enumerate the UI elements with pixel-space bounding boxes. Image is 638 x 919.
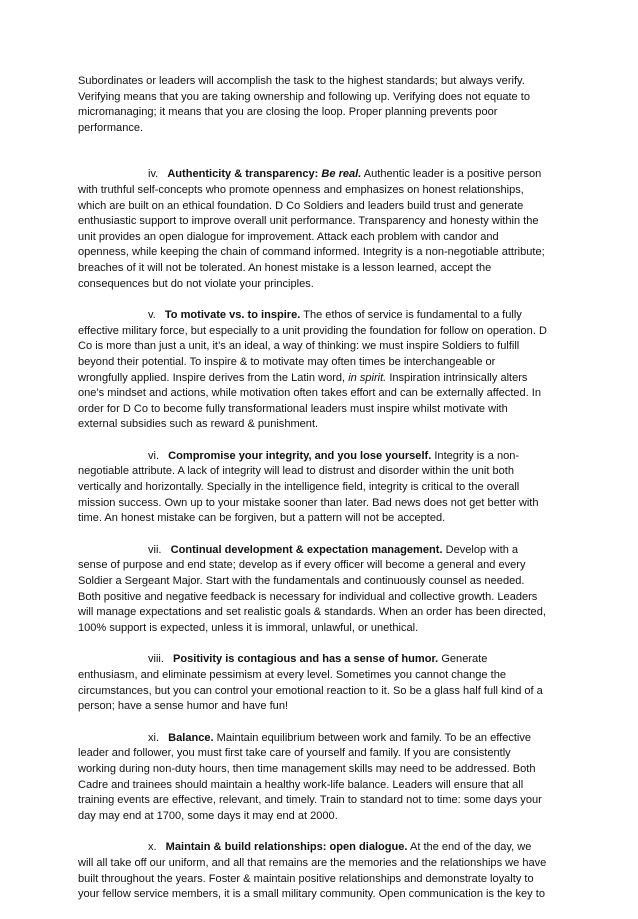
section-emphasis: Be real.	[321, 168, 362, 181]
text-line: which are built on an ethical foundation. D Co Soldiers and leaders build trust and generate	[78, 199, 524, 212]
text-line: openness, while keeping the chain of command informed. Integrity is a non-negotiable attribute;	[78, 246, 545, 259]
section-heading: Compromise your integrity, and you lose yourself.	[168, 449, 432, 462]
text-line: unit provides an open dialogue for improvement. Attack each problem with candor and	[78, 230, 499, 243]
section-v	[78, 308, 564, 433]
text-line: Soldier a Sergeant Major. Start with the fundamentals and continuously counsel as needed.	[78, 575, 525, 588]
section-first-line	[78, 543, 564, 559]
section-number: viii.	[148, 653, 164, 666]
section-vii	[78, 543, 564, 637]
section-first-line	[78, 652, 564, 668]
text-line: day may end at 1700, some days it may end at 2000.	[78, 809, 338, 822]
section-text: Authentic leader is a positive person	[363, 168, 542, 181]
section-heading: Maintain & build relationships: open dialogue.	[165, 841, 408, 854]
text-line: enthusiasm, and eliminate pessimism at every level. Sometimes you cannot change the	[78, 669, 506, 681]
section-first-line	[78, 840, 564, 856]
text-line: Subordinates or leaders will accomplish the task to the highest standards; but always verify.	[78, 75, 525, 87]
section-x	[78, 840, 564, 902]
text-line: consequences but do not violate your principles.	[78, 277, 314, 290]
text-line: breaches of it will not be tolerated. An honest mistake is a lesson learned, accept the	[78, 261, 492, 274]
text-segment: wrongfully applied. Inspire derives from the Latin word,	[78, 371, 346, 384]
section-heading: To motivate vs. to inspire.	[164, 309, 301, 322]
text-line: built throughout the years. Foster & maintain positive relationships and demonstrate loyalty to	[78, 872, 534, 885]
section-heading: Positivity is contagious and has a sense of humor.	[173, 653, 439, 666]
section-number: vi.	[148, 449, 160, 462]
text-line: effective military force, but especially to a unit providing the foundation for follow on operation. D	[78, 324, 547, 337]
text-line: one’s mindset and actions, while motivation often takes effort and can be externally affected. In	[78, 387, 542, 400]
section-first-line	[78, 308, 564, 324]
section-first-line	[78, 449, 564, 465]
text-line: with truthful self-concepts who promote openness and emphasizes on honest relationships,	[78, 183, 524, 196]
section-text: Maintain equilibrium between work and family. To be an effective	[213, 731, 532, 744]
text-line: performance.	[78, 121, 144, 134]
section-number: vii.	[148, 543, 162, 556]
section-number: iv.	[148, 168, 159, 181]
section-heading: Authenticity & transparency:	[167, 168, 319, 181]
text-line: your fellow service members, it is a small military community. Open communication is the key to	[78, 888, 545, 901]
text-line: leader and follower, you must first take care of yourself and family. If you are consistently	[78, 747, 511, 760]
text-line: micromanaging; it means that you are closing the loop. Proper planning prevents poor	[78, 106, 498, 119]
section-number: x.	[148, 841, 157, 854]
section-heading: Continual development & expectation management.	[170, 543, 443, 556]
section-text: Develop with a	[445, 543, 519, 556]
text-line: Verifying means that you are taking ownership and following up. Verifying does not equate to	[78, 90, 530, 103]
text-line: working during non-duty hours, then time management skills may need to be addressed. Both	[78, 762, 536, 775]
section-iv	[78, 167, 564, 292]
text-line: 100% support is expected, unless it is immoral, unlawful, or unethical.	[78, 621, 419, 634]
text-line: vertically and horizontally. Specially in the intelligence field, integrity is critical to the overall	[78, 481, 520, 494]
section-viii	[78, 652, 564, 714]
text-line: Both positive and negative feedback is necessary for individual and collective growth. Leaders	[78, 590, 538, 603]
section-vi	[78, 449, 564, 527]
text-line: will all take off our uniform, and all that remains are the memories and the relationships we have	[78, 856, 547, 869]
text-segment: Inspiration intrinsically alters	[386, 371, 528, 384]
text-line: order for D Co to become fully transformational leaders must inspire whilst motivate with	[78, 402, 508, 415]
text-line: mission success. Own up to your mistake sooner than later. Bad news does not get better with	[78, 496, 539, 509]
text-line: training events are effective, relevant, and timely. Train to standard not to time: some days your	[78, 794, 542, 807]
text-line: Co is more than just a unit, it’s an ideal, a way of thinking: we must inspire Soldiers to fulfill	[78, 340, 520, 353]
section-heading: Balance.	[168, 731, 214, 744]
section-number: xi.	[148, 731, 160, 744]
text-line: will manage expectations and set realistic goals & standards. When an order has been directed,	[78, 606, 546, 619]
text-line: sense of purpose and end state; develop as if every officer will become a general and every	[78, 559, 526, 572]
section-xi	[78, 731, 564, 825]
document-body	[78, 74, 564, 919]
section-text: Integrity is a non-	[434, 449, 520, 462]
text-line: person; have a sense humor and have fun!	[78, 700, 289, 713]
text-line: beyond their potential. To inspire & to motivate may often times be interchangeable or	[78, 355, 496, 368]
text-line: negotiable attribute. A lack of integrity will lead to distrust and disorder within the unit both	[78, 465, 514, 478]
intro-paragraph	[78, 74, 564, 136]
text-line: external subsidies such as reward & punishment.	[78, 418, 319, 431]
text-line: enthusiastic support to improve overall unit performance. Transparency and honesty within the	[78, 215, 539, 228]
italic-term: in spirit.	[348, 371, 387, 384]
text-line: time. An honest mistake can be forgiven, but a pattern will not be accepted.	[78, 512, 446, 525]
section-text: The ethos of service is fundamental to a fully	[303, 309, 522, 322]
text-line: circumstances, but you can control your emotional reaction to it. So be a glass half full kind of a	[78, 684, 543, 697]
section-first-line	[78, 167, 564, 183]
section-number: v.	[148, 309, 156, 322]
section-text: At the end of the day, we	[407, 841, 532, 854]
text-line: Cadre and trainees should maintain a healthy work-life balance. Leaders will ensure that all	[78, 778, 524, 791]
section-text: Generate	[438, 653, 488, 666]
text-line	[78, 371, 564, 387]
section-first-line	[78, 731, 564, 747]
